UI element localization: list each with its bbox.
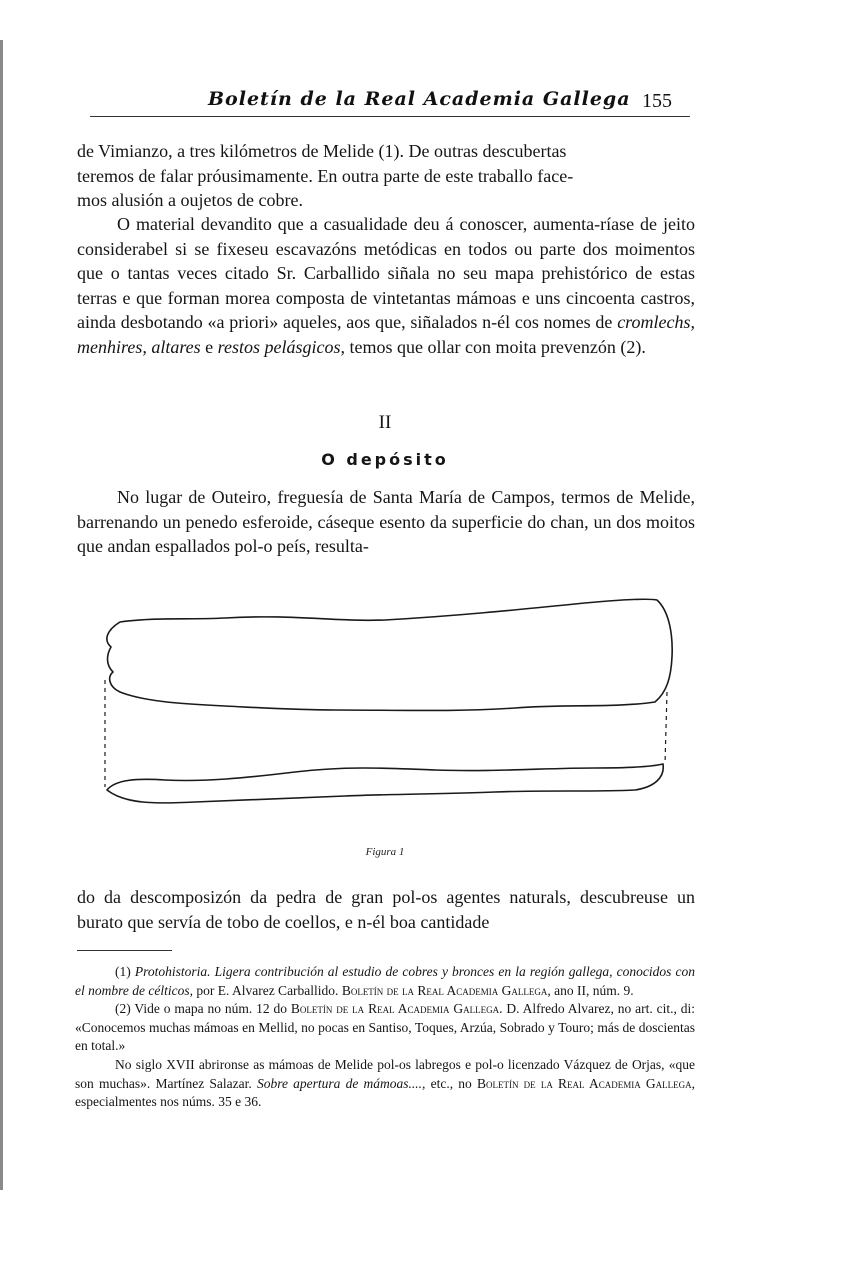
figure-1-drawing	[95, 592, 680, 817]
p4-text: do da descomposizón da pedra de gran pol-os agentes naturals, descubreuse un burato que servía de tobo de coellos, e n-él boa cantidade	[77, 887, 695, 932]
note1-mark: (1)	[115, 964, 131, 979]
footnote-2	[75, 1000, 695, 1056]
note3-italic: Sobre apertura de mámoas....,	[256, 1075, 426, 1091]
p2-italic-a: cromlechs, menhires, altares	[77, 312, 695, 357]
footnote-rule	[77, 950, 172, 951]
p1-line-1: de Vimianzo, a tres kilómetros de Melide (1). De outras descubertas	[77, 141, 567, 161]
section-title: O depósito	[321, 450, 449, 469]
note3-text-b: etc., no	[430, 1075, 472, 1091]
p3-text: No lugar de Outeiro, freguesía de Santa María de Campos, termos de Melide, barrenando un penedo esferoide, cáseque esento da superficie do chan, un dos moitos que andan espallados pol-o peís, resulta-	[77, 487, 695, 557]
p2-text-c: temos que ollar con moita prevenzón (2).	[349, 336, 646, 357]
top-face-outline	[107, 599, 672, 710]
header-rule	[90, 116, 690, 117]
note2-text-a: Vide o mapa no núm. 12 do	[134, 1001, 288, 1017]
footnotes	[75, 963, 695, 1112]
page-number: 155	[642, 90, 672, 112]
paragraph-1	[77, 139, 695, 213]
note2-text-b: D. Alfredo Alvarez, no art. cit., di: «Conocemos muchas mámoas en Mellid, no pocas en Santiso, Toques, Arzúa, Sobrado y Touro; más de doscientas en total.»	[75, 1001, 696, 1054]
p1-line-3: mos alusión a oujetos de cobre.	[77, 190, 303, 211]
right-projection-line	[665, 692, 667, 764]
note1-italic: Protohistoria. Ligera contribución al estudio de cobres y bronces en la región gallega, conocidos con el nombre de célticos,	[75, 964, 695, 998]
footnote-1	[75, 963, 695, 1000]
p2-text-b: e	[205, 336, 214, 357]
note2-journal: Boletín de la Real Academia Gallega.	[290, 1001, 503, 1017]
note2-mark: (2)	[115, 1001, 131, 1017]
p2-text-a: O material devandito que a casualidade deu á conoscer, aumenta-ríase de jeito considerabel si se fixeseu escavazóns metódicas en todos ou parte dos moimentos que o tantas veces citado Sr. Carballido siñala no seu mapa prehistórico de estas terras e que forman morea composta de vintetantas mámoas e uns cincoenta castros, ainda desbotando «a priori» aqueles, aos que, siñalados n-él cos nomes de	[77, 214, 695, 333]
scan-edge	[0, 40, 3, 1190]
paragraph-3	[77, 485, 695, 559]
note1-tail: ano II, núm. 9.	[554, 982, 634, 998]
axe-outline-drawing	[95, 592, 680, 817]
footnote-3	[75, 1056, 695, 1112]
note1-journal: Boletín de la Real Academia Gallega,	[341, 982, 551, 998]
p1-line-2: teremos de falar próusimamente. En outra parte de este traballo face-	[77, 165, 574, 186]
note3-journal: Boletín de la Real Academia Gallega,	[476, 1075, 695, 1091]
figure-caption: Figura 1	[365, 846, 405, 858]
journal-title: Boletín de la Real Academia Gallega	[208, 88, 631, 110]
note3-text-a: No siglo XVII abrironse as mámoas de Melide pol-os labregos e pol-o licenzado Vázquez de Orjas, «que son muchas». Martínez Salazar.	[75, 1056, 695, 1091]
section-numeral: II	[378, 412, 392, 433]
note1-text: por E. Alvarez Carballido.	[196, 982, 339, 998]
paragraph-2	[77, 212, 695, 360]
paragraph-4	[77, 885, 695, 934]
bottom-face-outline	[107, 764, 663, 803]
note3-tail: especialmentes nos núms. 35 e 36.	[75, 1094, 262, 1110]
running-header	[90, 82, 690, 122]
p2-italic-b: restos pelásgicos,	[217, 336, 345, 357]
